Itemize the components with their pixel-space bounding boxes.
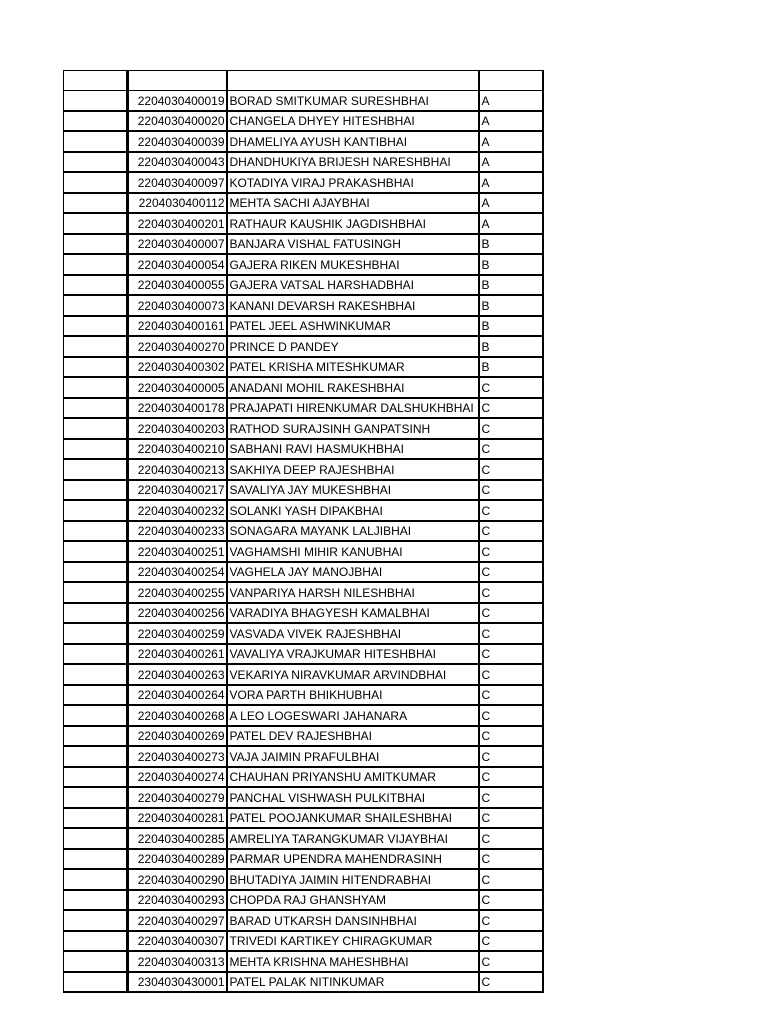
row-blank-cell	[64, 398, 128, 419]
table-row	[64, 193, 543, 214]
student-name-cell: RATHOD SURAJSINH GANPATSINH	[227, 418, 479, 439]
enrollment-number-cell: 2304030430001	[128, 972, 227, 993]
table-row	[64, 500, 543, 521]
table-row	[64, 890, 543, 911]
division-cell: B	[479, 336, 543, 357]
enrollment-number-cell: 2204030400203	[128, 418, 227, 439]
division-cell: C	[479, 623, 543, 644]
student-name-cell: PARMAR UPENDRA MAHENDRASINH	[227, 849, 479, 870]
row-blank-cell	[64, 275, 128, 296]
table-header-row	[64, 71, 543, 91]
division-cell: C	[479, 705, 543, 726]
student-name-cell: DHAMELIYA AYUSH KANTIBHAI	[227, 131, 479, 152]
row-blank-cell	[64, 705, 128, 726]
table-row	[64, 398, 543, 419]
division-cell: A	[479, 193, 543, 214]
enrollment-number-cell: 2204030400285	[128, 828, 227, 849]
header-cell-blank-1	[64, 71, 128, 91]
division-cell: C	[479, 398, 543, 419]
enrollment-number-cell: 2204030400178	[128, 398, 227, 419]
table-row	[64, 767, 543, 788]
enrollment-number-cell: 2204030400254	[128, 562, 227, 583]
student-name-cell: BHUTADIYA JAIMIN HITENDRABHAI	[227, 869, 479, 890]
row-blank-cell	[64, 131, 128, 152]
division-cell: C	[479, 664, 543, 685]
division-cell: C	[479, 787, 543, 808]
table-row	[64, 972, 543, 993]
enrollment-number-cell: 2204030400251	[128, 541, 227, 562]
student-name-cell: PRAJAPATI HIRENKUMAR DALSHUKHBHAI	[227, 398, 479, 419]
row-blank-cell	[64, 254, 128, 275]
row-blank-cell	[64, 152, 128, 173]
table-row	[64, 459, 543, 480]
row-blank-cell	[64, 357, 128, 378]
table-row	[64, 705, 543, 726]
table-row	[64, 562, 543, 583]
student-name-cell: BORAD SMITKUMAR SURESHBHAI	[227, 91, 479, 111]
row-blank-cell	[64, 521, 128, 542]
division-cell: C	[479, 808, 543, 829]
enrollment-number-cell: 2204030400255	[128, 582, 227, 603]
row-blank-cell	[64, 664, 128, 685]
enrollment-number-cell: 2204030400232	[128, 500, 227, 521]
student-name-cell: SOLANKI YASH DIPAKBHAI	[227, 500, 479, 521]
table-row	[64, 623, 543, 644]
table-row	[64, 275, 543, 296]
student-name-cell: KOTADIYA VIRAJ PRAKASHBHAI	[227, 172, 479, 193]
enrollment-number-cell: 2204030400073	[128, 295, 227, 316]
table-row	[64, 910, 543, 931]
table-row	[64, 336, 543, 357]
division-cell: C	[479, 377, 543, 398]
division-cell: C	[479, 828, 543, 849]
division-cell: C	[479, 439, 543, 460]
student-name-cell: VARADIYA BHAGYESH KAMALBHAI	[227, 603, 479, 624]
student-name-cell: PATEL KRISHA MITESHKUMAR	[227, 357, 479, 378]
row-blank-cell	[64, 234, 128, 255]
enrollment-number-cell: 2204030400261	[128, 644, 227, 665]
student-name-cell: PANCHAL VISHWASH PULKITBHAI	[227, 787, 479, 808]
student-name-cell: VAGHELA JAY MANOJBHAI	[227, 562, 479, 583]
enrollment-number-cell: 2204030400256	[128, 603, 227, 624]
division-cell: C	[479, 500, 543, 521]
header-cell-blank-2	[128, 71, 227, 91]
table-row	[64, 418, 543, 439]
row-blank-cell	[64, 746, 128, 767]
enrollment-number-cell: 2204030400269	[128, 726, 227, 747]
row-blank-cell	[64, 685, 128, 706]
row-blank-cell	[64, 213, 128, 234]
enrollment-number-cell: 2204030400054	[128, 254, 227, 275]
table-row	[64, 603, 543, 624]
table-row	[64, 439, 543, 460]
enrollment-number-cell: 2204030400297	[128, 910, 227, 931]
division-cell: C	[479, 582, 543, 603]
enrollment-number-cell: 2204030400233	[128, 521, 227, 542]
enrollment-number-cell: 2204030400268	[128, 705, 227, 726]
student-name-cell: VAGHAMSHI MIHIR KANUBHAI	[227, 541, 479, 562]
row-blank-cell	[64, 808, 128, 829]
row-blank-cell	[64, 869, 128, 890]
student-name-cell: VEKARIYA NIRAVKUMAR ARVINDBHAI	[227, 664, 479, 685]
table-row	[64, 521, 543, 542]
table-row	[64, 644, 543, 665]
student-name-cell: PATEL PALAK NITINKUMAR	[227, 972, 479, 993]
student-name-cell: AMRELIYA TARANGKUMAR VIJAYBHAI	[227, 828, 479, 849]
table-row	[64, 131, 543, 152]
enrollment-number-cell: 2204030400289	[128, 849, 227, 870]
enrollment-number-cell: 2204030400020	[128, 111, 227, 132]
table-row	[64, 111, 543, 132]
row-blank-cell	[64, 603, 128, 624]
division-cell: C	[479, 890, 543, 911]
table-row	[64, 869, 543, 890]
enrollment-number-cell: 2204030400112	[128, 193, 227, 214]
student-name-cell: VANPARIYA HARSH NILESHBHAI	[227, 582, 479, 603]
row-blank-cell	[64, 172, 128, 193]
table-row	[64, 787, 543, 808]
enrollment-number-cell: 2204030400307	[128, 931, 227, 952]
division-cell: A	[479, 111, 543, 132]
student-name-cell: CHOPDA RAJ GHANSHYAM	[227, 890, 479, 911]
division-cell: C	[479, 644, 543, 665]
enrollment-number-cell: 2204030400290	[128, 869, 227, 890]
table-row	[64, 213, 543, 234]
table-row	[64, 808, 543, 829]
row-blank-cell	[64, 951, 128, 972]
row-blank-cell	[64, 849, 128, 870]
row-blank-cell	[64, 787, 128, 808]
division-cell: B	[479, 316, 543, 337]
enrollment-number-cell: 2204030400264	[128, 685, 227, 706]
table-row	[64, 828, 543, 849]
division-cell: A	[479, 131, 543, 152]
enrollment-number-cell: 2204030400201	[128, 213, 227, 234]
row-blank-cell	[64, 910, 128, 931]
division-cell: C	[479, 459, 543, 480]
row-blank-cell	[64, 91, 128, 111]
student-name-cell: MEHTA SACHI AJAYBHAI	[227, 193, 479, 214]
enrollment-number-cell: 2204030400097	[128, 172, 227, 193]
header-cell-blank-4	[479, 71, 543, 91]
table-row	[64, 849, 543, 870]
student-name-cell: GAJERA RIKEN MUKESHBHAI	[227, 254, 479, 275]
row-blank-cell	[64, 828, 128, 849]
student-name-cell: A LEO LOGESWARI JAHANARA	[227, 705, 479, 726]
row-blank-cell	[64, 459, 128, 480]
division-cell: B	[479, 357, 543, 378]
table-row	[64, 254, 543, 275]
enrollment-number-cell: 2204030400043	[128, 152, 227, 173]
student-name-cell: ANADANI MOHIL RAKESHBHAI	[227, 377, 479, 398]
division-cell: C	[479, 562, 543, 583]
row-blank-cell	[64, 111, 128, 132]
row-blank-cell	[64, 295, 128, 316]
student-name-cell: KANANI DEVARSH RAKESHBHAI	[227, 295, 479, 316]
division-cell: C	[479, 849, 543, 870]
division-cell: B	[479, 234, 543, 255]
student-name-cell: CHANGELA DHYEY HITESHBHAI	[227, 111, 479, 132]
row-blank-cell	[64, 972, 128, 993]
enrollment-number-cell: 2204030400302	[128, 357, 227, 378]
table-row	[64, 152, 543, 173]
division-cell: B	[479, 254, 543, 275]
enrollment-number-cell: 2204030400210	[128, 439, 227, 460]
student-table	[63, 70, 544, 993]
enrollment-number-cell: 2204030400055	[128, 275, 227, 296]
enrollment-number-cell: 2204030400281	[128, 808, 227, 829]
enrollment-number-cell: 2204030400019	[128, 91, 227, 111]
student-table-body	[64, 71, 543, 993]
division-cell: A	[479, 152, 543, 173]
table-row	[64, 295, 543, 316]
enrollment-number-cell: 2204030400293	[128, 890, 227, 911]
row-blank-cell	[64, 541, 128, 562]
row-blank-cell	[64, 193, 128, 214]
division-cell: A	[479, 172, 543, 193]
enrollment-number-cell: 2204030400161	[128, 316, 227, 337]
table-row	[64, 746, 543, 767]
row-blank-cell	[64, 480, 128, 501]
student-name-cell: VAJA JAIMIN PRAFULBHAI	[227, 746, 479, 767]
enrollment-number-cell: 2204030400039	[128, 131, 227, 152]
student-name-cell: MEHTA KRISHNA MAHESHBHAI	[227, 951, 479, 972]
student-name-cell: BARAD UTKARSH DANSINHBHAI	[227, 910, 479, 931]
enrollment-number-cell: 2204030400273	[128, 746, 227, 767]
division-cell: A	[479, 213, 543, 234]
division-cell: C	[479, 521, 543, 542]
student-name-cell: CHAUHAN PRIYANSHU AMITKUMAR	[227, 767, 479, 788]
student-name-cell: PATEL JEEL ASHWINKUMAR	[227, 316, 479, 337]
table-row	[64, 726, 543, 747]
enrollment-number-cell: 2204030400259	[128, 623, 227, 644]
table-row	[64, 931, 543, 952]
student-name-cell: VORA PARTH BHIKHUBHAI	[227, 685, 479, 706]
row-blank-cell	[64, 500, 128, 521]
student-name-cell: PATEL POOJANKUMAR SHAILESHBHAI	[227, 808, 479, 829]
row-blank-cell	[64, 336, 128, 357]
student-name-cell: PRINCE D PANDEY	[227, 336, 479, 357]
division-cell: C	[479, 767, 543, 788]
table-row	[64, 664, 543, 685]
division-cell: C	[479, 480, 543, 501]
division-cell: C	[479, 685, 543, 706]
table-row	[64, 480, 543, 501]
row-blank-cell	[64, 439, 128, 460]
row-blank-cell	[64, 767, 128, 788]
table-row	[64, 541, 543, 562]
table-row	[64, 951, 543, 972]
division-cell: C	[479, 869, 543, 890]
row-blank-cell	[64, 644, 128, 665]
division-cell: C	[479, 418, 543, 439]
student-name-cell: SAVALIYA JAY MUKESHBHAI	[227, 480, 479, 501]
row-blank-cell	[64, 316, 128, 337]
row-blank-cell	[64, 377, 128, 398]
table-row	[64, 377, 543, 398]
enrollment-number-cell: 2204030400007	[128, 234, 227, 255]
division-cell: C	[479, 972, 543, 993]
student-name-cell: GAJERA VATSAL HARSHADBHAI	[227, 275, 479, 296]
row-blank-cell	[64, 418, 128, 439]
student-name-cell: RATHAUR KAUSHIK JAGDISHBHAI	[227, 213, 479, 234]
table-row	[64, 582, 543, 603]
header-cell-blank-3	[227, 71, 479, 91]
student-name-cell: PATEL DEV RAJESHBHAI	[227, 726, 479, 747]
row-blank-cell	[64, 890, 128, 911]
enrollment-number-cell: 2204030400279	[128, 787, 227, 808]
division-cell: C	[479, 951, 543, 972]
division-cell: B	[479, 275, 543, 296]
enrollment-number-cell: 2204030400313	[128, 951, 227, 972]
row-blank-cell	[64, 623, 128, 644]
enrollment-number-cell: 2204030400274	[128, 767, 227, 788]
enrollment-number-cell: 2204030400213	[128, 459, 227, 480]
enrollment-number-cell: 2204030400270	[128, 336, 227, 357]
enrollment-number-cell: 2204030400005	[128, 377, 227, 398]
table-row	[64, 316, 543, 337]
student-name-cell: VASVADA VIVEK RAJESHBHAI	[227, 623, 479, 644]
student-name-cell: DHANDHUKIYA BRIJESH NARESHBHAI	[227, 152, 479, 173]
enrollment-number-cell: 2204030400263	[128, 664, 227, 685]
division-cell: C	[479, 746, 543, 767]
division-cell: C	[479, 541, 543, 562]
division-cell: C	[479, 910, 543, 931]
table-row	[64, 234, 543, 255]
student-name-cell: SAKHIYA DEEP RAJESHBHAI	[227, 459, 479, 480]
division-cell: B	[479, 295, 543, 316]
row-blank-cell	[64, 582, 128, 603]
table-row	[64, 91, 543, 111]
student-name-cell: BANJARA VISHAL FATUSINGH	[227, 234, 479, 255]
student-name-cell: SABHANI RAVI HASMUKHBHAI	[227, 439, 479, 460]
enrollment-number-cell: 2204030400217	[128, 480, 227, 501]
division-cell: C	[479, 931, 543, 952]
table-row	[64, 685, 543, 706]
division-cell: A	[479, 91, 543, 111]
student-name-cell: SONAGARA MAYANK LALJIBHAI	[227, 521, 479, 542]
division-cell: C	[479, 726, 543, 747]
student-name-cell: VAVALIYA VRAJKUMAR HITESHBHAI	[227, 644, 479, 665]
table-row	[64, 357, 543, 378]
table-row	[64, 172, 543, 193]
student-name-cell: TRIVEDI KARTIKEY CHIRAGKUMAR	[227, 931, 479, 952]
row-blank-cell	[64, 562, 128, 583]
division-cell: C	[479, 603, 543, 624]
row-blank-cell	[64, 726, 128, 747]
row-blank-cell	[64, 931, 128, 952]
